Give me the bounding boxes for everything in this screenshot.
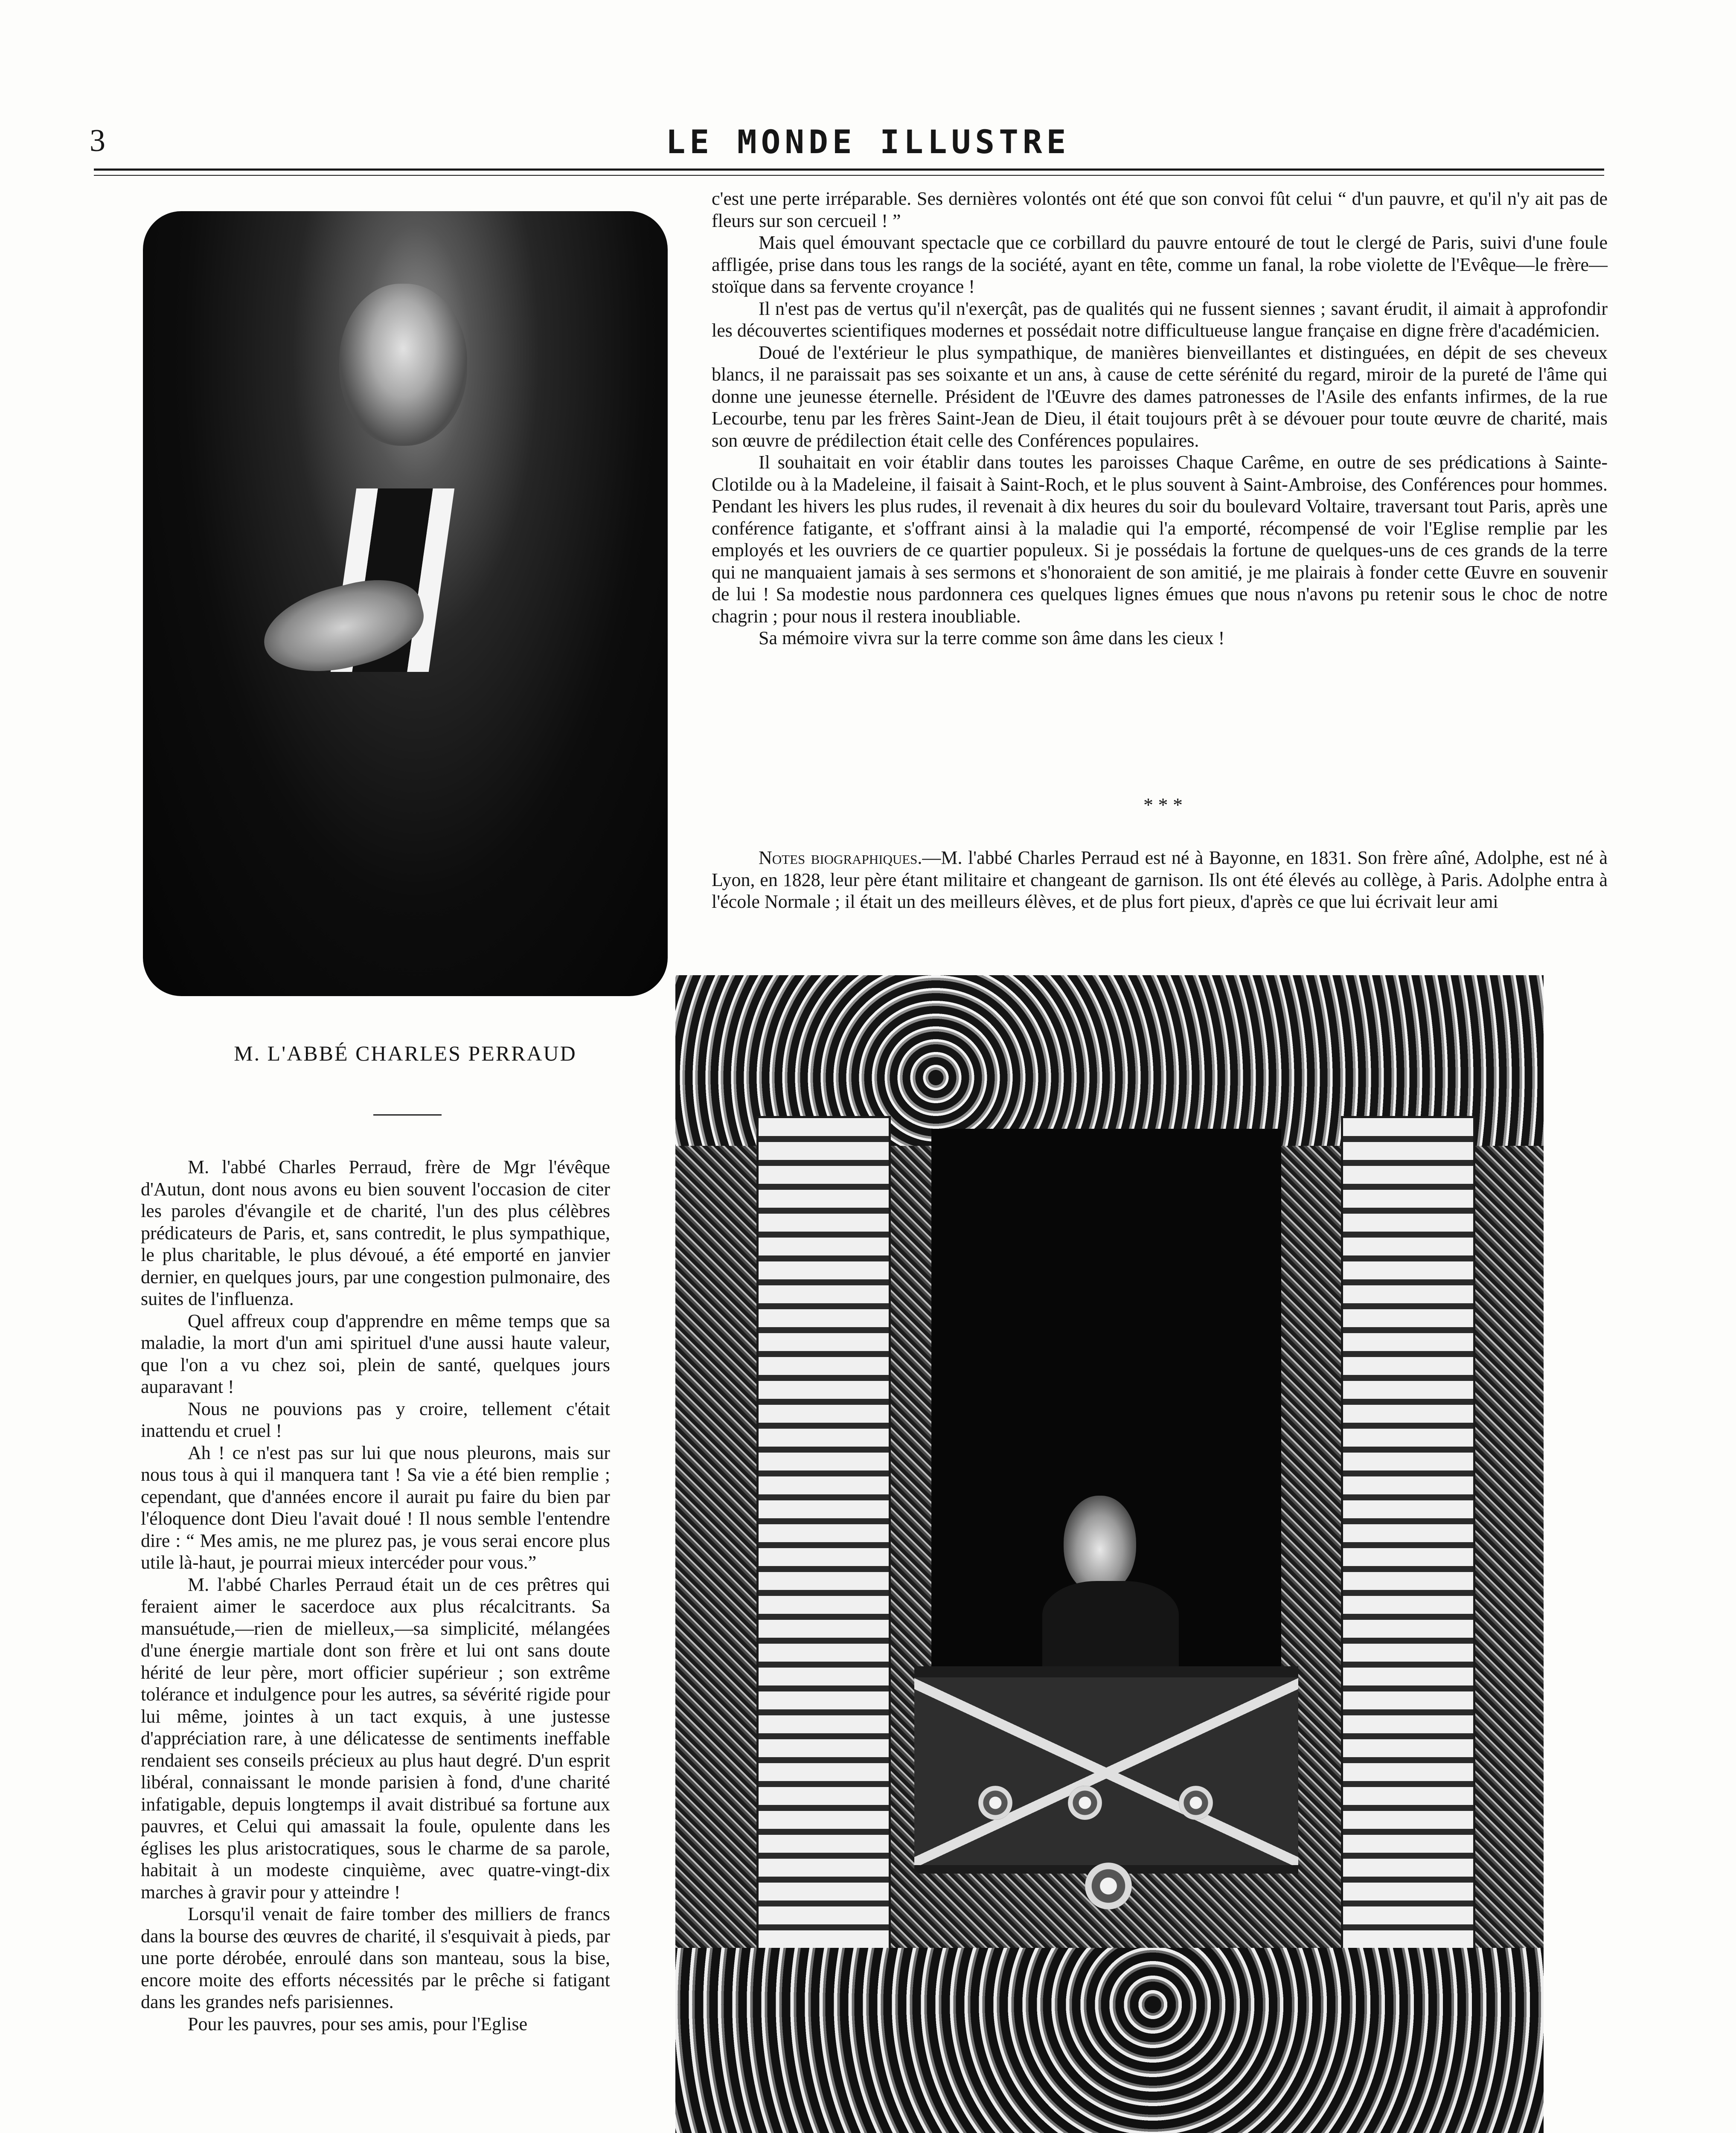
right-column-text bbox=[712, 188, 1608, 649]
foliage-bottom bbox=[675, 1948, 1544, 2133]
railing-rosette bbox=[1179, 1786, 1213, 1820]
paragraph: Il souhaitait en voir établir dans toutes les paroisses Chaque Carême, en outre de ses prédications à Sainte-Clotilde ou à la Madeleine, il faisait à Saint-Roch, et le plus souvent à Saint-Ambroise, des Conférences pour hommes. Pendant les hivers les plus rudes, il revenait à dix heures du soir du boulevard Voltaire, traversant tout Paris, après une conférence fatigante, et s'offrant ainsi à la maladie qui l'a emporté, récompensé de voir l'Eglise remplie par les employés et les ouvriers de ce quartier populeux. Si je possédais la fortune de quelques-uns de ces grands de la terre qui ne manquaient jamais à ses sermons et s'honoraient de son amitié, je me plairais à fonder cette Œuvre en souvenir de lui ! Sa modestie nous pardonnera ces quelques lignes émues que nous n'avons pu retenir sous le choc de notre chagrin ; pour nous il restera inoubliable. bbox=[712, 452, 1608, 627]
paragraph: Ah ! ce n'est pas sur lui que nous pleurons, mais sur nous tous à qui il manquera tant ! Sa vie a été bien remplie ; cependant, que d'années encore il aurait pu faire du bien par l'éloquence dont Dieu l'avait doué ! Il nous semble l'entendre dire : “ Mes amis, ne me plurez pas, je vous serai encore plus utile là-haut, je pourrai mieux intercéder pour vous.” bbox=[141, 1442, 610, 1573]
paragraph: Sa mémoire vivra sur la terre comme son âme dans les cieux ! bbox=[759, 628, 1225, 648]
paragraph: Doué de l'extérieur le plus sympathique, de manières bienveillantes et distinguées, en dépit de ses cheveux blancs, il ne paraissait pas ses soixante et un ans, à cause de cette sérénité du regard, miroir de la pureté de l'âme qui donne une jeunesse éternelle. Président de l'Œuvre des dames patronesses de l'Asile des enfants infirmes, de la rue Lecourbe, tenu par les frères Saint-Jean de Dieu, il était toujours prêt à se dévouer pour toute œuvre de charité, mais son œuvre de prédilection était celle des Conférences populaires. bbox=[712, 342, 1608, 451]
page-number: 3 bbox=[90, 123, 106, 158]
paragraph: c'est une perte irréparable. Ses dernières volontés ont été que son convoi fût celui “ d'un pauvre, et qu'il n'y ait pas de fleurs sur son cercueil ! ” bbox=[712, 188, 1608, 231]
portrait-photo bbox=[143, 211, 668, 996]
railing-rosette bbox=[1068, 1786, 1102, 1820]
woman-figure-body bbox=[1042, 1581, 1179, 1666]
paragraph: Nous ne pouvions pas y croire, tellement c'était inattendu et cruel ! bbox=[141, 1398, 610, 1441]
paragraph: Pour les pauvres, pour ses amis, pour l'Eglise bbox=[188, 2013, 528, 2034]
portrait-caption: M. L'ABBÉ CHARLES PERRAUD bbox=[234, 1041, 577, 1065]
header-rule bbox=[94, 169, 1604, 171]
publication-title: LE MONDE ILLUSTRE bbox=[666, 123, 1070, 161]
paragraph: Il n'est pas de vertus qu'il n'exerçât, pas de qualités qui ne fussent siennes ; savant érudit, il aimait à approfondir les découvertes scientifiques modernes et possédait notre difficultueuse langue française en digne frère d'académicien. bbox=[712, 298, 1608, 341]
paragraph: M. l'abbé Charles Perraud était un de ces prêtres qui feraient aimer le sacerdoce aux plus récalcitrants. Sa mansuétude,—rien de mielleux,—sa simplicité, mélangées d'une énergie martiale dont son frère et lui ont sans doute hérité de leur père, mort officier supérieur ; son extrême tolérance et indulgence pour les autres, sa sévérité rigide pour lui même, jointes à un tact exquis, à une justesse d'appréciation rare, à une délicatesse de sentiments ineffable rendaient ses conseils précieux au plus haut degré. D'un esprit libéral, connaissant le monde parisien à fond, d'une charité infatigable, depuis longtemps il avait distribué sa fortune aux pauvres, et Celui qui amassait la foule, opulente dans les églises les plus aristocratiques, sous le charme de sa parole, habitait à un modeste cinquième, avec quatre-vingt-dix marches à gravir pour y atteindre ! bbox=[141, 1574, 610, 1903]
paragraph: Mais quel émouvant spectacle que ce corbillard du pauvre entouré de tout le clergé de Paris, suivi d'une foule affligée, prise dans tous les rangs de la société, ayant en tête, comme un fanal, la robe violette de l'Evêque—le frère—stoïque dans sa fervente croyance ! bbox=[712, 232, 1608, 297]
paragraph: Lorsqu'il venait de faire tomber des milliers de francs dans la bourse des œuvres de charité, il s'esquivait à pieds, par une porte dérobée, enroulé dans son manteau, sous la bise, encore moite des efforts nécessités par le prêche si fatigant dans les grandes nefs parisiennes. bbox=[141, 1903, 610, 2012]
separator-stars: * * * bbox=[1143, 794, 1183, 816]
portrait-face bbox=[339, 284, 467, 446]
window-photo bbox=[675, 975, 1544, 2133]
railing-rosette-center bbox=[1085, 1863, 1132, 1909]
biographical-notes bbox=[712, 847, 1608, 913]
header-rule-thin bbox=[94, 175, 1604, 176]
woman-figure-head bbox=[1064, 1496, 1136, 1594]
railing-rosette bbox=[978, 1786, 1012, 1820]
notes-label: Notes biographiques. bbox=[759, 847, 922, 868]
caption-rule bbox=[373, 1114, 442, 1116]
paragraph: M. l'abbé Charles Perraud, frère de Mgr l'évêque d'Autun, dont nous avons eu bien souvent l'occasion de citer les paroles d'évangile et de charité, l'un des plus célèbres prédicateurs de Paris, et, sans contredit, le plus sympathique, le plus charitable, le plus dévoué, a été emporté en janvier dernier, en quelques jours, par une congestion pulmonaire, des suites de l'influenza. bbox=[141, 1157, 610, 1309]
paragraph: Quel affreux coup d'apprendre en même temps que sa maladie, la mort d'un ami spirituel d'une aussi haute valeur, que l'on a vu chez soi, plein de santé, quelques jours auparavant ! bbox=[141, 1310, 610, 1397]
window-railing bbox=[914, 1666, 1298, 1874]
notes-text: —M. l'abbé Charles Perraud est né à Bayonne, en 1831. Son frère aîné, Adolphe, est né à Lyon, en 1828, leur père étant militaire et changeant de garnison. Ils ont été élevés au collège, à Paris. Adolphe entra à l'école Normale ; il était un des meilleurs élèves, et de plus fort pieux, d'après ce que lui écrivait leur ami bbox=[712, 847, 1608, 912]
right-shutter bbox=[1341, 1116, 1475, 2033]
left-shutter bbox=[756, 1116, 891, 2033]
left-column-text bbox=[141, 1156, 610, 2035]
